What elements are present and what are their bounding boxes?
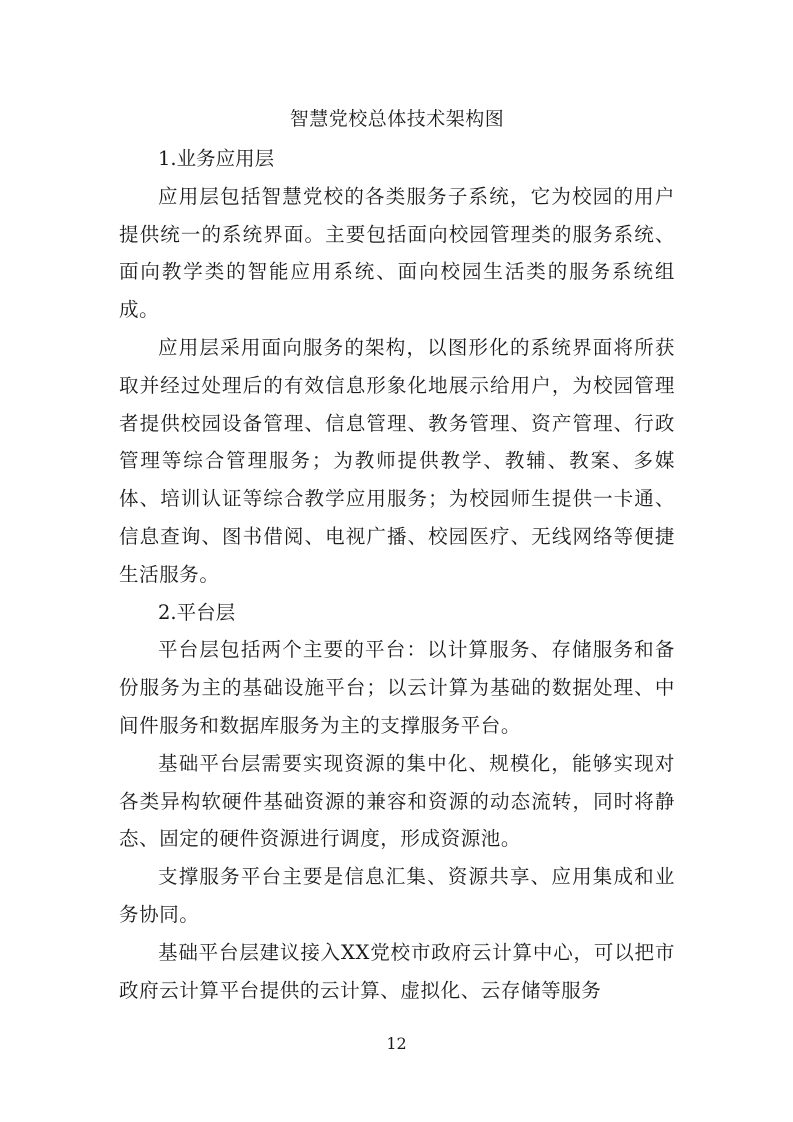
paragraph: 基础平台层需要实现资源的集中化、规模化，能够实现对各类异构软硬件基础资源的兼容和资源的动态流转，同时将静态、固定的硬件资源进行调度，形成资源池。 <box>119 751 675 851</box>
paragraph: 支撑服务平台主要是信息汇集、资源共享、应用集成和业务协同。 <box>119 865 675 926</box>
paragraph: 基础平台层建议接入XX党校市政府云计算中心，可以把市政府云计算平台提供的云计算、虚拟化、云存储等服务 <box>119 940 675 1002</box>
paragraph: 平台层包括两个主要的平台：以计算服务、存储服务和备份服务为主的基础设施平台；以云计算为基础的数据处理、中间件服务和数据库服务为主的支撑服务平台。 <box>119 638 675 737</box>
document-title: 智慧党校总体技术架构图 <box>289 108 505 130</box>
document-body <box>119 102 675 1009</box>
section-heading-business-layer: 1.业务应用层 <box>158 147 275 170</box>
section-heading-platform-layer: 2.平台层 <box>158 600 236 624</box>
paragraph: 应用层采用面向服务的架构，以图形化的系统界面将所获取并经过处理后的有效信息形象化地展示给用户，为校园管理者提供校园设备管理、信息管理、教务管理、资产管理、行政管理等综合管理服务；为教师提供教学、教辅、教案、多媒体、培训认证等综合教学应用服务；为校园师生提供一卡通、信息查询、图书借阅、电视广播、校园医疗、无线网络等便捷生活服务。 <box>119 335 675 586</box>
page-number: 12 <box>386 1034 407 1053</box>
paragraph: 应用层包括智慧党校的各类服务子系统，它为校园的用户提供统一的系统界面。主要包括面向校园管理类的服务系统、面向教学类的智能应用系统、面向校园生活类的服务系统组成。 <box>119 184 675 322</box>
